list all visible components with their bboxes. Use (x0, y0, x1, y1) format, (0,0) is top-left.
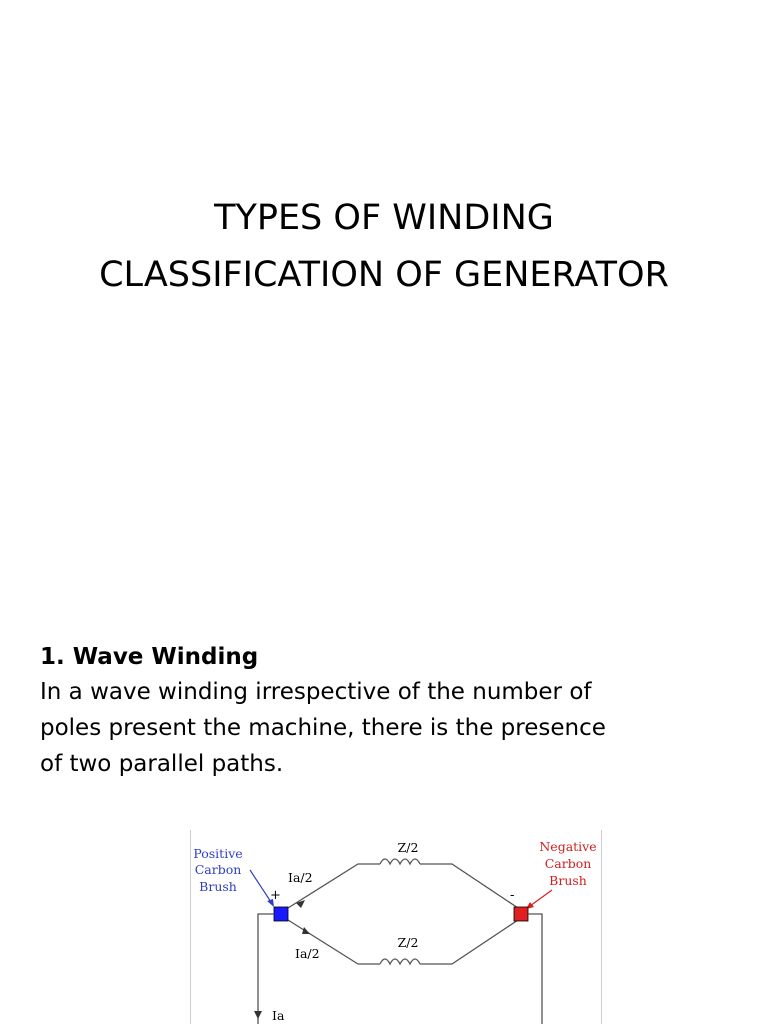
lower-path-right (420, 920, 518, 964)
lower-current-label: Ia/2 (295, 946, 320, 961)
positive-pointer-arrow (250, 870, 271, 902)
negative-label-line: Brush (549, 873, 587, 888)
negative-label-line: Negative (539, 839, 597, 854)
wave-winding-section (40, 640, 680, 782)
body-line: poles present the machine, there is the presence (40, 715, 606, 741)
negative-lead (528, 914, 542, 1024)
positive-label-line: Carbon (194, 862, 242, 877)
title-line-1: TYPES OF WINDING (214, 198, 554, 238)
title-line-2: CLASSIFICATION OF GENERATOR (99, 255, 669, 295)
upper-coil-label: Z/2 (397, 840, 419, 855)
negative-brush (514, 907, 528, 921)
lower-coil (380, 959, 420, 964)
upper-path-right (420, 864, 518, 908)
upper-current-label: Ia/2 (288, 870, 313, 885)
section-body (40, 674, 680, 782)
upper-current-arrow (296, 900, 305, 908)
positive-label-line: Brush (199, 879, 237, 894)
negative-brush-label (539, 839, 596, 888)
body-line: In a wave winding irrespective of the number of (40, 679, 592, 705)
negative-label-line: Carbon (544, 856, 592, 871)
positive-brush (274, 907, 288, 921)
body-line: of two parallel paths. (40, 751, 284, 777)
slide-title (0, 190, 768, 304)
positive-brush-label (193, 846, 242, 894)
plus-sign: + (270, 888, 281, 903)
positive-label-line: Positive (193, 846, 243, 861)
diagram-svg (190, 830, 602, 1024)
upper-coil (380, 859, 420, 864)
section-heading: 1. Wave Winding (40, 644, 259, 670)
wave-winding-diagram (190, 830, 602, 1024)
negative-pointer-arrow (530, 890, 552, 906)
lower-current-arrow (302, 927, 310, 934)
minus-sign: - (510, 888, 515, 903)
output-current-arrow (254, 1011, 262, 1019)
output-current-label: Ia (272, 1008, 285, 1023)
lower-coil-label: Z/2 (397, 935, 419, 950)
